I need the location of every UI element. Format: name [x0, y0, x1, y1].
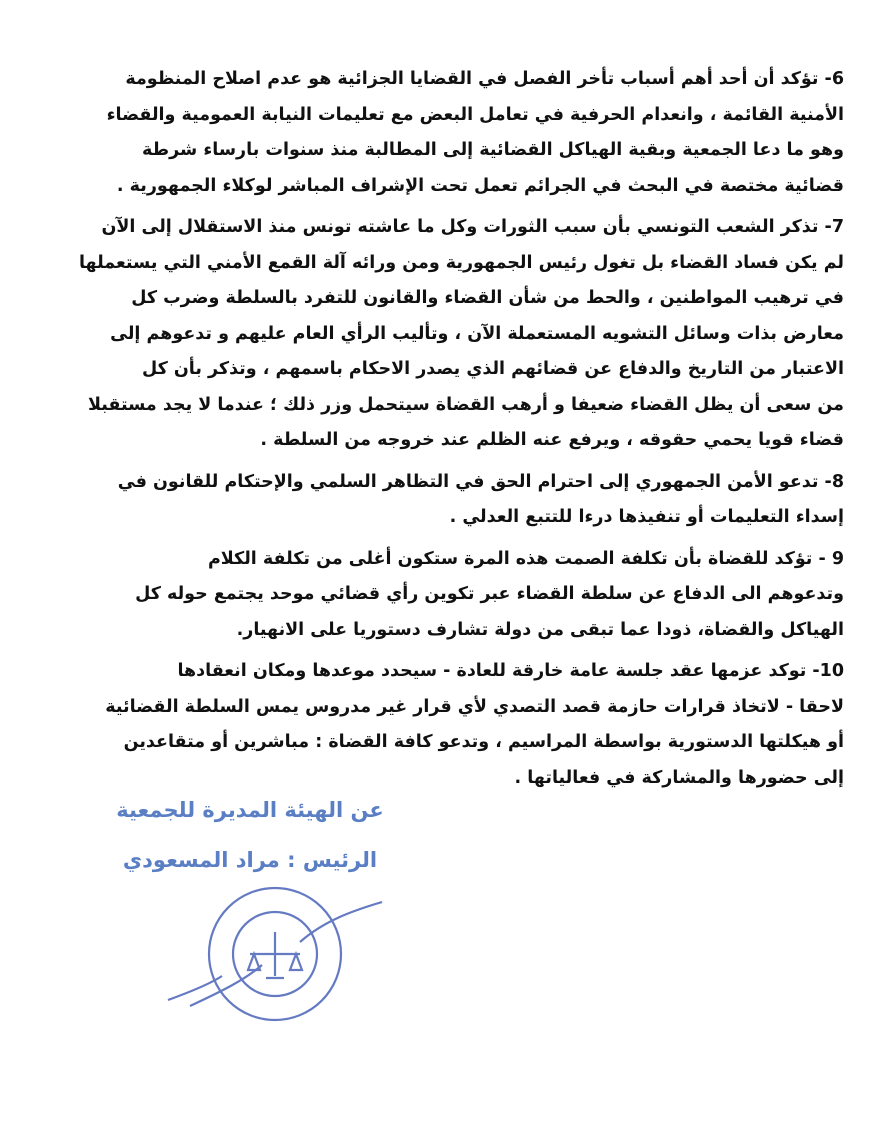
text-line: 8- تدعو الأمن الجمهوري إلى احترام الحق في التظاهر السلمي والإحتكام للقانون في — [117, 471, 844, 492]
signature-title: عن الهيئة المديرة للجمعية — [116, 798, 384, 822]
text-line: في ترهيب المواطنين ، والحط من شأن القضاء والقانون للتفرد بالسلطة وضرب كل — [131, 288, 844, 308]
text-line: وهو ما دعا الجمعية وبقية الهياكل القضائية إلى المطالبة منذ سنوات بارساء شرطة — [142, 140, 844, 160]
text-line: 7- تذكر الشعب التونسي بأن سبب الثورات وكل ما عاشته تونس منذ الاستقلال إلى الآن — [101, 217, 844, 237]
text-line: 10- توكد عزمها عقد جلسة عامة خارقة للعادة - سيحدد موعدها ومكان انعقادها — [177, 661, 844, 681]
paragraph-8 — [58, 465, 844, 536]
text-line: لاحقا - لاتخاذ قرارات حازمة قصد التصدي لأي قرار غير مدروس يمس السلطة القضائية — [105, 696, 844, 717]
text-line: إسداء التعليمات أو تنفيذها درءا للتتبع العدلي . — [449, 507, 844, 527]
statement-body — [58, 62, 844, 802]
text-line: الهياكل والقضاة، ذودا عما تبقى من دولة تشارف دستوريا على الانهيار. — [236, 619, 844, 640]
text-line: وتدعوهم الى الدفاع عن سلطة القضاء عبر تكوين رأي قضائي موحد يجتمع حوله كل — [135, 584, 844, 604]
text-line: لم يكن فساد القضاء بل تغول رئيس الجمهورية ومن ورائه آلة القمع الأمني التي يستعملها — [78, 252, 844, 273]
paragraph-10 — [58, 654, 844, 796]
text-line: 9 - تؤكد للقضاة بأن تكلفة الصمت هذه المرة ستكون أغلى من تكلفة الكلام — [207, 548, 844, 569]
signature-name: الرئيس : مراد المسعودي — [122, 848, 378, 872]
text-line: قضائية مختصة في البحث في الجرائم تعمل تحت الإشراف المباشر لوكلاء الجمهورية . — [116, 175, 844, 196]
text-line: قضاء قويا يحمي حقوقه ، ويرفع عنه الظلم عند خروجه من السلطة . — [260, 430, 844, 450]
text-line: أو هيكلتها الدستورية بواسطة المراسيم ، وتدعو كافة القضاة : مباشرين أو متقاعدين — [123, 732, 844, 752]
association-seal-stamp-icon — [150, 880, 400, 1030]
text-line: من سعى أن يظل القضاء ضعيفا و أرهب القضاة سيتحمل وزر ذلك ؛ عندما لا يجد مستقبلا — [87, 394, 844, 415]
text-line: معارض بذات وسائل التشويه المستعملة الآن ، وتأليب الرأي العام عليهم و تدعوهم إلى — [110, 323, 844, 344]
text-line: الأمنية القائمة ، وانعدام الحرفية في تعامل البعض مع تعليمات النيابة العمومية والقضاء — [106, 104, 844, 125]
text-line: 6- تؤكد أن أحد أهم أسباب تأخر الفصل في القضايا الجزائية هو عدم اصلاح المنظومة — [125, 69, 844, 89]
svg-text:الجمعية التونسية للقضاة الشبان — [150, 880, 158, 883]
paragraph-7 — [58, 210, 844, 459]
stamp-ring-text — [150, 880, 158, 883]
text-line: الاعتبار من التاريخ والدفاع عن قضائهم الذي يصدر الاحكام باسمهم ، وتذكر بأن كل — [141, 359, 844, 379]
text-line: إلى حضورها والمشاركة في فعالياتها . — [514, 767, 844, 788]
paragraph-9 — [58, 542, 844, 649]
paragraph-6 — [58, 62, 844, 204]
